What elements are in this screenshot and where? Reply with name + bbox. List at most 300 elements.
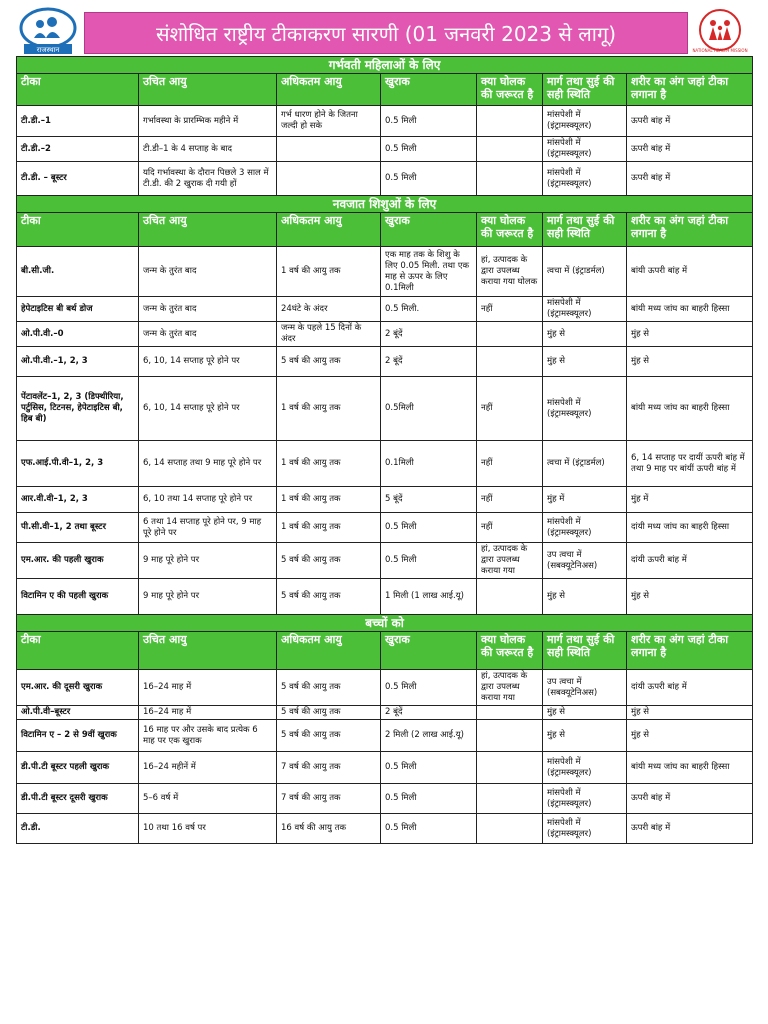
cell-text: ओ.पी.वी–बूस्टर bbox=[21, 707, 71, 717]
cell-text: पी.सी.वी–1, 2 तथा बूस्टर bbox=[21, 522, 106, 532]
cell-vaccine bbox=[17, 784, 139, 814]
cell-text: ओ.पी.वी.–0 bbox=[21, 328, 64, 339]
cell-diluent bbox=[477, 137, 543, 162]
cell-vaccine bbox=[17, 513, 139, 543]
cell-text: 10 तथा 16 वर्ष पर bbox=[143, 823, 206, 833]
cell-due-age bbox=[139, 441, 277, 487]
cell-text: जन्म के तुरंत बाद bbox=[143, 303, 197, 314]
cell-text: बांयी मध्य जांघ का बाहरी हिस्सा bbox=[631, 303, 730, 314]
cell-text: 5 वर्ष की आयु तक bbox=[281, 730, 341, 740]
cell-max-age bbox=[277, 106, 381, 137]
cell-text: नहीं bbox=[481, 522, 493, 532]
cell-text: जन्म के तुरंत बाद bbox=[143, 328, 197, 339]
schedule-body bbox=[17, 57, 753, 844]
cell-route bbox=[543, 720, 627, 752]
column-header-due-age: उचित आयु bbox=[139, 632, 277, 670]
cell-text: मांसपेशी में (इंट्रामस्क्यूलर) bbox=[547, 138, 592, 159]
cell-text: 1 वर्ष की आयु तक bbox=[281, 266, 341, 276]
cell-text: एम.आर. की दूसरी खुराक bbox=[21, 682, 103, 692]
cell-due-age bbox=[139, 706, 277, 720]
cell-text: बांयी मध्य जांघ का बाहरी हिस्सा bbox=[631, 403, 730, 413]
cell-vaccine bbox=[17, 377, 139, 441]
section-title: नवजात शिशुओं के लिए bbox=[17, 196, 753, 213]
section-header bbox=[17, 57, 753, 74]
column-header-route: मार्ग तथा सुई की सही स्थिति bbox=[543, 213, 627, 247]
cell-route bbox=[543, 487, 627, 513]
cell-route bbox=[543, 106, 627, 137]
cell-text: टी.डी. bbox=[21, 823, 41, 833]
cell-text: ऊपरी बांह में bbox=[631, 115, 671, 126]
cell-route bbox=[543, 543, 627, 579]
cell-due-age bbox=[139, 814, 277, 844]
cell-text: ऊपरी बांह में bbox=[631, 793, 671, 803]
cell-vaccine bbox=[17, 670, 139, 706]
cell-text: टी.डी. – बूस्टर bbox=[21, 173, 67, 183]
column-header-site: शरीर का अंग जहां टीका लगाना है bbox=[627, 632, 753, 670]
cell-dose bbox=[381, 297, 477, 322]
cell-due-age bbox=[139, 720, 277, 752]
cell-route bbox=[543, 347, 627, 377]
cell-site bbox=[627, 322, 753, 347]
cell-text: 2 मिली (2 लाख आई.यू) bbox=[385, 730, 464, 740]
cell-due-age bbox=[139, 487, 277, 513]
cell-site bbox=[627, 670, 753, 706]
cell-route bbox=[543, 513, 627, 543]
cell-site bbox=[627, 162, 753, 196]
column-header-site: शरीर का अंग जहां टीका लगाना है bbox=[627, 74, 753, 106]
cell-text: 6, 14 सप्ताह तथा 9 माह पूरे होने पर bbox=[143, 458, 262, 468]
cell-max-age bbox=[277, 543, 381, 579]
cell-text: मुंह से bbox=[547, 328, 566, 339]
cell-text: त्वचा में (इंट्राडर्मल) bbox=[547, 458, 605, 468]
cell-text: डी.पी.टी बूस्टर दूसरी खुराक bbox=[21, 793, 108, 803]
cell-text: 16–24 माह में bbox=[143, 707, 192, 717]
column-header-row bbox=[17, 74, 753, 106]
cell-diluent bbox=[477, 247, 543, 297]
cell-dose bbox=[381, 579, 477, 615]
cell-text: 2 बूंदें bbox=[385, 707, 403, 717]
table-row bbox=[17, 137, 753, 162]
cell-route bbox=[543, 670, 627, 706]
cell-max-age bbox=[277, 814, 381, 844]
column-header-dose: खुराक bbox=[381, 74, 477, 106]
cell-text: 0.1मिली bbox=[385, 458, 414, 468]
column-header-max-age: अधिकतम आयु bbox=[277, 213, 381, 247]
cell-vaccine bbox=[17, 814, 139, 844]
cell-text: हां, उत्पादक के द्वारा उपलब्ध कराया गया घोलक bbox=[481, 255, 538, 287]
cell-diluent bbox=[477, 162, 543, 196]
cell-text: 5 बूंदें bbox=[385, 494, 403, 504]
table-row bbox=[17, 487, 753, 513]
cell-text: नहीं bbox=[481, 458, 493, 468]
cell-text: 24घंटे के अंदर bbox=[281, 303, 328, 314]
cell-text: ऊपरी बांह में bbox=[631, 823, 671, 833]
cell-dose bbox=[381, 441, 477, 487]
table-row bbox=[17, 513, 753, 543]
cell-max-age bbox=[277, 162, 381, 196]
cell-dose bbox=[381, 162, 477, 196]
cell-site bbox=[627, 297, 753, 322]
column-header-max-age: अधिकतम आयु bbox=[277, 632, 381, 670]
cell-site bbox=[627, 752, 753, 784]
cell-due-age bbox=[139, 377, 277, 441]
cell-max-age bbox=[277, 752, 381, 784]
column-header-route: मार्ग तथा सुई की सही स्थिति bbox=[543, 74, 627, 106]
cell-text: 6 तथा 14 सप्ताह पूरे होने पर, 9 माह पूरे होने पर bbox=[143, 516, 262, 538]
cell-due-age bbox=[139, 752, 277, 784]
cell-diluent bbox=[477, 814, 543, 844]
cell-vaccine bbox=[17, 322, 139, 347]
cell-route bbox=[543, 752, 627, 784]
cell-site bbox=[627, 347, 753, 377]
cell-text: 16–24 महीनें में bbox=[143, 762, 196, 772]
cell-text: मांसपेशी में (इंट्रामस्क्यूलर) bbox=[547, 110, 592, 131]
table-row bbox=[17, 543, 753, 579]
cell-text: 0.5 मिली bbox=[385, 682, 417, 692]
cell-due-age bbox=[139, 137, 277, 162]
cell-text: एफ.आई.पी.वी–1, 2, 3 bbox=[21, 458, 104, 468]
cell-vaccine bbox=[17, 297, 139, 322]
cell-text: 16 माह पर और उसके बाद प्रत्येक 6 माह पर एक खुराक bbox=[143, 724, 258, 746]
table-row bbox=[17, 162, 753, 196]
cell-vaccine bbox=[17, 487, 139, 513]
cell-text: 6, 14 सप्ताह पर दायीं ऊपरी बांह में तथा 9 माह पर बांयीं ऊपरी बांह में bbox=[631, 452, 745, 474]
cell-diluent bbox=[477, 579, 543, 615]
cell-vaccine bbox=[17, 162, 139, 196]
cell-diluent bbox=[477, 784, 543, 814]
cell-text: 1 वर्ष की आयु तक bbox=[281, 522, 341, 532]
cell-dose bbox=[381, 137, 477, 162]
cell-text: मांसपेशी में (इंट्रामस्क्यूलर) bbox=[547, 397, 592, 419]
cell-text: 5 वर्ष की आयु तक bbox=[281, 555, 341, 565]
column-header-due-age: उचित आयु bbox=[139, 74, 277, 106]
cell-text: यदि गर्भावस्था के दौरान पिछले 3 साल में टी.डी. की 2 खुराक दी गयी हों bbox=[143, 167, 269, 189]
cell-max-age bbox=[277, 670, 381, 706]
cell-text: मांसपेशी में (इंट्रामस्क्यूलर) bbox=[547, 817, 592, 839]
cell-dose bbox=[381, 487, 477, 513]
cell-text: 1 मिली (1 लाख आई.यू) bbox=[385, 591, 464, 601]
cell-due-age bbox=[139, 247, 277, 297]
cell-text: मुंह से bbox=[547, 591, 566, 601]
cell-text: 1 वर्ष की आयु तक bbox=[281, 403, 341, 413]
cell-text: हां, उत्पादक के द्वारा उपलब्ध कराया गया bbox=[481, 671, 528, 703]
cell-dose bbox=[381, 720, 477, 752]
cell-dose bbox=[381, 247, 477, 297]
cell-text: ओ.पी.वी.–1, 2, 3 bbox=[21, 356, 88, 366]
cell-text: मांसपेशी में (इंट्रामस्क्यूलर) bbox=[547, 756, 592, 778]
cell-site bbox=[627, 543, 753, 579]
cell-due-age bbox=[139, 784, 277, 814]
cell-due-age bbox=[139, 297, 277, 322]
table-row bbox=[17, 670, 753, 706]
cell-site bbox=[627, 513, 753, 543]
cell-text: दांयी ऊपरी बांह में bbox=[631, 555, 687, 565]
cell-max-age bbox=[277, 487, 381, 513]
cell-text: विटामिन ए की पहली खुराक bbox=[21, 591, 109, 601]
cell-max-age bbox=[277, 706, 381, 720]
table-row bbox=[17, 814, 753, 844]
cell-max-age bbox=[277, 297, 381, 322]
cell-text: 1 वर्ष की आयु तक bbox=[281, 494, 341, 504]
column-header-dose: खुराक bbox=[381, 213, 477, 247]
cell-vaccine bbox=[17, 137, 139, 162]
cell-diluent bbox=[477, 297, 543, 322]
cell-site bbox=[627, 579, 753, 615]
cell-dose bbox=[381, 377, 477, 441]
cell-text: मांसपेशी में (इंट्रामस्क्यूलर) bbox=[547, 787, 592, 809]
cell-text: मुंह में bbox=[547, 494, 565, 504]
cell-text: टी.डी–1 के 4 सप्ताह के बाद bbox=[143, 143, 233, 154]
cell-diluent bbox=[477, 106, 543, 137]
cell-dose bbox=[381, 322, 477, 347]
cell-max-age bbox=[277, 137, 381, 162]
cell-due-age bbox=[139, 579, 277, 615]
table-row bbox=[17, 706, 753, 720]
table-row bbox=[17, 297, 753, 322]
cell-text: 0.5 मिली bbox=[385, 173, 417, 183]
cell-route bbox=[543, 137, 627, 162]
cell-text: एम.आर. की पहली खुराक bbox=[21, 555, 104, 565]
cell-dose bbox=[381, 752, 477, 784]
cell-route bbox=[543, 784, 627, 814]
cell-vaccine bbox=[17, 720, 139, 752]
cell-due-age bbox=[139, 162, 277, 196]
cell-text: जन्म के पहले 15 दिनों के अंदर bbox=[281, 323, 362, 344]
cell-text: 0.5 मिली bbox=[385, 793, 417, 803]
cell-due-age bbox=[139, 322, 277, 347]
column-header-route: मार्ग तथा सुई की सही स्थिति bbox=[543, 632, 627, 670]
cell-site bbox=[627, 441, 753, 487]
cell-vaccine bbox=[17, 579, 139, 615]
cell-text: मुंह से bbox=[631, 730, 650, 740]
cell-dose bbox=[381, 543, 477, 579]
immunization-schedule-table bbox=[16, 56, 753, 844]
cell-max-age bbox=[277, 347, 381, 377]
cell-text: मुंह से bbox=[631, 707, 650, 717]
cell-route bbox=[543, 579, 627, 615]
cell-diluent bbox=[477, 752, 543, 784]
cell-max-age bbox=[277, 441, 381, 487]
cell-dose bbox=[381, 784, 477, 814]
header bbox=[0, 0, 768, 58]
column-header-due-age: उचित आयु bbox=[139, 213, 277, 247]
cell-text: मुंह से bbox=[631, 356, 650, 366]
cell-text: बांयी ऊपरी बांह में bbox=[631, 266, 688, 276]
cell-diluent bbox=[477, 347, 543, 377]
cell-text: मुंह में bbox=[631, 494, 649, 504]
cell-vaccine bbox=[17, 347, 139, 377]
cell-text: नहीं bbox=[481, 303, 493, 314]
section-header bbox=[17, 196, 753, 213]
cell-dose bbox=[381, 347, 477, 377]
column-header-vaccine: टीका bbox=[17, 213, 139, 247]
cell-text: आर.वी.वी–1, 2, 3 bbox=[21, 494, 88, 504]
cell-text: 5 वर्ष की आयु तक bbox=[281, 707, 341, 717]
cell-text: उप त्वचा में (सबक्यूटेनिअस) bbox=[547, 549, 598, 571]
cell-text: मुंह से bbox=[547, 356, 566, 366]
cell-site bbox=[627, 247, 753, 297]
cell-text: बी.सी.जी. bbox=[21, 266, 55, 276]
section-title: बच्चों को bbox=[17, 615, 753, 632]
cell-max-age bbox=[277, 784, 381, 814]
cell-vaccine bbox=[17, 247, 139, 297]
cell-diluent bbox=[477, 322, 543, 347]
nhm-logo-icon bbox=[690, 8, 750, 54]
cell-text: 7 वर्ष की आयु तक bbox=[281, 793, 341, 803]
cell-text: 6, 10, 14 सप्ताह पूरे होने पर bbox=[143, 403, 240, 413]
cell-text: 7 वर्ष की आयु तक bbox=[281, 762, 341, 772]
cell-text: नहीं bbox=[481, 403, 493, 413]
cell-text: जन्म के तुरंत बाद bbox=[143, 266, 197, 276]
cell-max-age bbox=[277, 579, 381, 615]
cell-dose bbox=[381, 706, 477, 720]
table-row bbox=[17, 441, 753, 487]
cell-text: 6, 10, 14 सप्ताह पूरे होने पर bbox=[143, 356, 240, 366]
cell-diluent bbox=[477, 487, 543, 513]
table-row bbox=[17, 106, 753, 137]
cell-text: गर्भ धारण होने के जितना जल्दी हो सके bbox=[281, 110, 358, 131]
section-header bbox=[17, 615, 753, 632]
cell-text: ऊपरी बांह में bbox=[631, 173, 671, 183]
cell-site bbox=[627, 706, 753, 720]
cell-diluent bbox=[477, 543, 543, 579]
cell-text: टी.डी.–1 bbox=[21, 115, 51, 126]
column-header-dose: खुराक bbox=[381, 632, 477, 670]
cell-text: दांयी मध्य जांघ का बाहरी हिस्सा bbox=[631, 522, 730, 532]
table-row bbox=[17, 579, 753, 615]
cell-text: 0.5 मिली bbox=[385, 522, 417, 532]
cell-text: नहीं bbox=[481, 494, 493, 504]
page-title: संशोधित राष्ट्रीय टीकाकरण सारणी (01 जनवरी 2023 से लागू) bbox=[155, 21, 617, 46]
column-header-site: शरीर का अंग जहां टीका लगाना है bbox=[627, 213, 753, 247]
cell-text: हां, उत्पादक के द्वारा उपलब्ध कराया गया bbox=[481, 544, 528, 576]
cell-diluent bbox=[477, 706, 543, 720]
cell-site bbox=[627, 814, 753, 844]
cell-diluent bbox=[477, 441, 543, 487]
column-header-diluent: क्या घोलक की जरूरत है bbox=[477, 213, 543, 247]
column-header-vaccine: टीका bbox=[17, 74, 139, 106]
table-row bbox=[17, 347, 753, 377]
cell-dose bbox=[381, 670, 477, 706]
cell-text: मुंह से bbox=[547, 730, 566, 740]
cell-text: गर्भावस्था के प्रारम्भिक महीने में bbox=[143, 115, 239, 126]
table-row bbox=[17, 784, 753, 814]
table-row bbox=[17, 720, 753, 752]
cell-route bbox=[543, 162, 627, 196]
cell-max-age bbox=[277, 720, 381, 752]
cell-text: मुंह से bbox=[631, 328, 650, 339]
cell-dose bbox=[381, 513, 477, 543]
cell-diluent bbox=[477, 377, 543, 441]
cell-site bbox=[627, 377, 753, 441]
column-header-vaccine: टीका bbox=[17, 632, 139, 670]
cell-text: 0.5मिली bbox=[385, 403, 414, 413]
cell-text: हेपेटाइटिस बी बर्थ डोज bbox=[21, 303, 93, 314]
cell-vaccine bbox=[17, 106, 139, 137]
cell-text: मुंह से bbox=[547, 707, 566, 717]
table-row bbox=[17, 247, 753, 297]
cell-text: 2 बूंदें bbox=[385, 356, 403, 366]
page-title-bar bbox=[84, 12, 688, 54]
cell-text: 2 बूंदें bbox=[385, 328, 403, 339]
cell-text: 0.5 मिली bbox=[385, 115, 417, 126]
cell-text: पेंटावलेंट–1, 2, 3 (डिफ्थीरिया, पर्टुसिस, टिटनस, हेपेटाइटिस बी, हिब बी) bbox=[21, 392, 124, 424]
cell-due-age bbox=[139, 670, 277, 706]
cell-diluent bbox=[477, 670, 543, 706]
column-header-diluent: क्या घोलक की जरूरत है bbox=[477, 74, 543, 106]
cell-dose bbox=[381, 106, 477, 137]
column-header-row bbox=[17, 632, 753, 670]
cell-text: उप त्वचा में (सबक्यूटेनिअस) bbox=[547, 676, 598, 698]
cell-due-age bbox=[139, 106, 277, 137]
table-row bbox=[17, 752, 753, 784]
cell-max-age bbox=[277, 247, 381, 297]
cell-site bbox=[627, 487, 753, 513]
cell-site bbox=[627, 784, 753, 814]
cell-site bbox=[627, 106, 753, 137]
cell-text: 1 वर्ष की आयु तक bbox=[281, 458, 341, 468]
section-title: गर्भवती महिलाओं के लिए bbox=[17, 57, 753, 74]
cell-vaccine bbox=[17, 752, 139, 784]
cell-text: बांयी मध्य जांघ का बाहरी हिस्सा bbox=[631, 762, 730, 772]
cell-text: डी.पी.टी बूस्टर पहली खुराक bbox=[21, 762, 109, 772]
cell-text: मांसपेशी में (इंट्रामस्क्यूलर) bbox=[547, 167, 592, 189]
cell-site bbox=[627, 137, 753, 162]
column-header-max-age: अधिकतम आयु bbox=[277, 74, 381, 106]
cell-text: 5 वर्ष की आयु तक bbox=[281, 591, 341, 601]
cell-text: 9 माह पूरे होने पर bbox=[143, 555, 200, 565]
cell-due-age bbox=[139, 543, 277, 579]
cell-route bbox=[543, 706, 627, 720]
cell-text: त्वचा में (इंट्राडर्मल) bbox=[547, 266, 605, 276]
svg-text:राजस्थान: राजस्थान bbox=[36, 46, 60, 54]
cell-text: 16 वर्ष की आयु तक bbox=[281, 823, 346, 833]
cell-route bbox=[543, 441, 627, 487]
cell-max-age bbox=[277, 377, 381, 441]
cell-max-age bbox=[277, 513, 381, 543]
cell-diluent bbox=[477, 720, 543, 752]
cell-text: 9 माह पूरे होने पर bbox=[143, 591, 200, 601]
cell-text: टी.डी.–2 bbox=[21, 143, 51, 154]
cell-due-age bbox=[139, 347, 277, 377]
cell-text: विटामिन ए – 2 से 9वीं खुराक bbox=[21, 730, 117, 740]
column-header-row bbox=[17, 213, 753, 247]
cell-text: 16–24 माह में bbox=[143, 682, 192, 692]
cell-text: मांसपेशी में (इंट्रामस्क्यूलर) bbox=[547, 516, 592, 538]
cell-route bbox=[543, 814, 627, 844]
cell-text: 0.5 मिली. bbox=[385, 303, 420, 314]
cell-vaccine bbox=[17, 441, 139, 487]
cell-vaccine bbox=[17, 543, 139, 579]
cell-text: 5–6 वर्ष में bbox=[143, 793, 179, 803]
cell-due-age bbox=[139, 513, 277, 543]
cell-text: 5 वर्ष की आयु तक bbox=[281, 682, 341, 692]
cell-vaccine bbox=[17, 706, 139, 720]
cell-text: 0.5 मिली bbox=[385, 143, 417, 154]
cell-text: 0.5 मिली bbox=[385, 823, 417, 833]
cell-text: ऊपरी बांह में bbox=[631, 143, 671, 154]
cell-route bbox=[543, 297, 627, 322]
rajasthan-health-logo-icon bbox=[14, 4, 82, 56]
cell-text: 5 वर्ष की आयु तक bbox=[281, 356, 341, 366]
cell-text: 0.5 मिली bbox=[385, 762, 417, 772]
table-row bbox=[17, 322, 753, 347]
cell-text: मुंह से bbox=[631, 591, 650, 601]
cell-text: 0.5 मिली bbox=[385, 555, 417, 565]
cell-text: मांसपेशी में (इंट्रामस्क्यूलर) bbox=[547, 298, 592, 319]
cell-route bbox=[543, 377, 627, 441]
table-row bbox=[17, 377, 753, 441]
